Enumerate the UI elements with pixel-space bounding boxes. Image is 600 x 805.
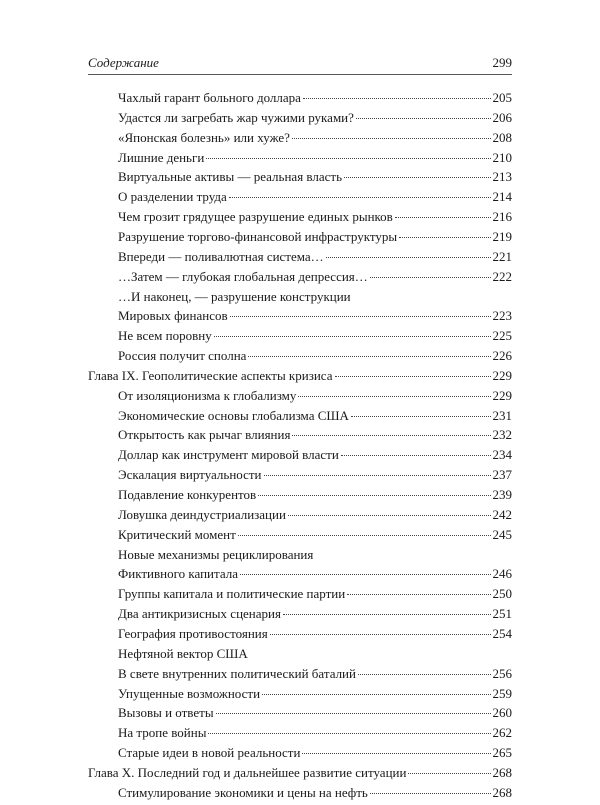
toc-entry-page: 213	[492, 169, 512, 185]
dot-leader	[292, 435, 490, 436]
toc-entry-page: 254	[492, 625, 512, 641]
toc-entry-page: 250	[492, 586, 512, 602]
toc-entry-title: Экономические основы глобализма США	[118, 407, 349, 423]
toc-entry	[118, 209, 512, 229]
section-title: Содержание	[88, 55, 159, 70]
toc-entry	[118, 269, 512, 289]
toc-entry-title: …Затем — глубокая глобальная депрессия…	[118, 268, 368, 284]
toc-entry-page: 223	[492, 308, 512, 324]
running-header	[88, 54, 512, 75]
dot-leader	[351, 416, 491, 417]
toc-entry	[118, 626, 512, 646]
toc-entry	[118, 646, 512, 666]
toc-entry-page: 246	[492, 566, 512, 582]
toc-entry	[118, 229, 512, 249]
dot-leader	[214, 336, 491, 337]
toc-entry-title: Упущенные возможности	[118, 685, 261, 701]
toc-entry	[118, 427, 512, 447]
toc-entry	[118, 666, 512, 686]
toc-entry	[118, 586, 512, 606]
toc-entry-page: 234	[492, 447, 512, 463]
dot-leader	[303, 98, 491, 99]
toc-entry-title: …И наконец, — разрушение конструкции	[118, 288, 351, 304]
toc-entry-title: Стимулирование экономики и цены на нефть	[118, 784, 368, 800]
dot-leader	[302, 753, 490, 754]
toc-entry	[118, 566, 512, 586]
dot-leader	[356, 118, 491, 119]
toc-entry-page: 206	[492, 109, 512, 125]
toc-entry-title: Впереди — поливалютная система…	[118, 248, 324, 264]
toc-entry-title: Два антикризисных сценария	[118, 606, 281, 622]
toc-entry-title: «Японская болезнь» или хуже?	[118, 129, 290, 145]
toc-entry-page: 268	[492, 784, 512, 800]
toc-entry-page: 222	[492, 268, 512, 284]
toc-entry-title: Чем грозит грядущее разрушение единых рынков	[118, 209, 393, 225]
toc-entry-title: Глава IX. Геополитические аспекты кризиса	[88, 367, 333, 383]
dot-leader	[335, 376, 491, 377]
toc-entry-page: 225	[492, 328, 512, 344]
dot-leader	[326, 257, 491, 258]
toc-entry	[118, 289, 512, 309]
dot-leader	[270, 634, 491, 635]
toc-entry	[118, 308, 512, 328]
toc-entry-title: Чахлый гарант больного доллара	[118, 90, 301, 105]
dot-leader	[216, 713, 491, 714]
toc-entry	[118, 487, 512, 507]
toc-entry	[118, 606, 512, 626]
dot-leader	[298, 396, 490, 397]
toc-entry-page: 259	[492, 685, 512, 701]
toc-entry	[118, 527, 512, 547]
dot-leader	[283, 614, 491, 615]
toc-entry-title: Фиктивного капитала	[118, 566, 238, 582]
toc-entry-title: От изоляционизма к глобализму	[118, 387, 297, 403]
toc-entry-page: 229	[492, 387, 512, 403]
toc-entry-page: 260	[492, 705, 512, 721]
dot-leader	[399, 237, 490, 238]
toc-entry	[118, 150, 512, 170]
toc-entry-title: Старые идеи в новой реальности	[118, 745, 301, 761]
toc-chapter	[88, 765, 512, 785]
toc-chapter	[88, 368, 512, 388]
toc-entry-title: Ловушка деиндустриализации	[118, 506, 286, 522]
dot-leader	[248, 356, 490, 357]
toc-entry-page: 205	[492, 90, 512, 105]
toc-entry-page: 262	[492, 725, 512, 741]
toc-entry	[118, 447, 512, 467]
toc-entry-title: На тропе войны	[118, 725, 207, 741]
toc-entry	[118, 388, 512, 408]
toc-entry-page: 214	[492, 189, 512, 205]
toc-entry-title: Виртуальные активы — реальная власть	[118, 169, 343, 185]
toc-entry-title: Глава X. Последний год и дальнейшее развитие ситуации	[88, 764, 407, 780]
toc-entry	[118, 408, 512, 428]
dot-leader	[229, 197, 491, 198]
dot-leader	[238, 535, 491, 536]
dot-leader	[408, 773, 490, 774]
toc-entry	[118, 686, 512, 706]
toc-entry-title: Вызовы и ответы	[118, 705, 214, 721]
toc-entry	[118, 189, 512, 209]
toc-entry-page: 216	[492, 209, 512, 225]
toc-entry-title: В свете внутренних политический баталий	[118, 665, 356, 681]
toc-entry-page: 208	[492, 129, 512, 145]
toc-entry-title: Удастся ли загребать жар чужими руками?	[118, 109, 354, 125]
toc-entry-title: Мировых финансов	[118, 308, 228, 324]
dot-leader	[395, 217, 491, 218]
dot-leader	[344, 177, 490, 178]
toc-entry	[118, 725, 512, 745]
dot-leader	[258, 495, 490, 496]
dot-leader	[347, 594, 490, 595]
toc-entry-page: 226	[492, 348, 512, 364]
toc-entry	[118, 705, 512, 725]
toc-entry	[118, 110, 512, 130]
dot-leader	[240, 574, 491, 575]
toc-entry-page: 265	[492, 745, 512, 761]
toc-entry	[118, 467, 512, 487]
toc-entry-page: 229	[492, 367, 512, 383]
page-number: 299	[492, 55, 512, 70]
toc-entry-title: Россия получит сполна	[118, 348, 247, 364]
dot-leader	[288, 515, 491, 516]
toc-entry-title: Доллар как инструмент мировой власти	[118, 447, 339, 463]
dot-leader	[358, 674, 491, 675]
toc-entry-title: Новые механизмы рециклирования	[118, 546, 314, 562]
dot-leader	[292, 138, 491, 139]
toc-entry	[118, 547, 512, 567]
toc-entry-page: 237	[492, 467, 512, 483]
toc-entry-page: 221	[492, 248, 512, 264]
dot-leader	[208, 733, 490, 734]
toc-entry-title: Эскалация виртуальности	[118, 467, 262, 483]
toc-entry-title: Критический момент	[118, 526, 236, 542]
toc-entry-title: Открытость как рычаг влияния	[118, 427, 291, 443]
toc-entry-title: География противостояния	[118, 625, 268, 641]
toc-entry-title: Разрушение торгово-финансовой инфраструктуры	[118, 228, 398, 244]
toc-entry-title: Подавление конкурентов	[118, 487, 257, 502]
toc-entry-title: Лишние деньги	[118, 149, 205, 165]
dot-leader	[230, 316, 491, 317]
toc-entry	[118, 249, 512, 269]
toc-entry	[118, 507, 512, 527]
toc-entry-title: Не всем поровну	[118, 328, 212, 344]
toc-entry-page: 268	[492, 764, 512, 780]
toc-entry	[118, 130, 512, 150]
toc-entry-page: 219	[492, 228, 512, 244]
dot-leader	[262, 694, 490, 695]
toc-entry	[118, 745, 512, 765]
toc-entry	[118, 348, 512, 368]
toc-entry	[118, 328, 512, 348]
dot-leader	[206, 158, 490, 159]
toc-entry-page: 256	[492, 665, 512, 681]
toc-entry	[118, 785, 512, 805]
dot-leader	[341, 455, 491, 456]
toc-entry-page: 242	[492, 506, 512, 522]
dot-leader	[264, 475, 491, 476]
dot-leader	[370, 793, 491, 794]
toc-entry-title: Нефтяной вектор США	[118, 645, 248, 661]
dot-leader	[370, 277, 491, 278]
toc-entry-page: 251	[492, 606, 512, 622]
toc-entry-page: 245	[492, 526, 512, 542]
toc-entry	[118, 90, 512, 110]
toc-entry-title: Группы капитала и политические партии	[118, 586, 346, 602]
toc-entry-page: 231	[492, 407, 512, 423]
toc-entry-page: 232	[492, 427, 512, 443]
toc-entry-title: О разделении труда	[118, 189, 227, 205]
toc-entry-page: 210	[492, 149, 512, 165]
toc-entry-page: 239	[492, 487, 512, 502]
toc-entry	[118, 169, 512, 189]
